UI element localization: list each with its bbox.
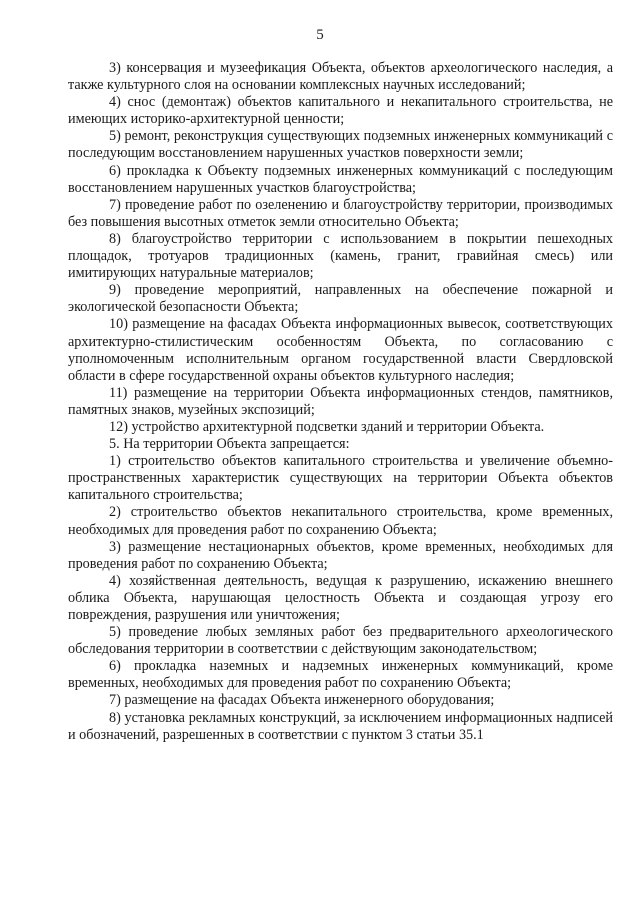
paragraph-4-demolition: 4) снос (демонтаж) объектов капитального и некапитального строительства, не имеющих историко-архитектурной ценности;	[68, 94, 613, 128]
prohibited-3-nonstationary-objects: 3) размещение нестационарных объектов, кроме временных, необходимых для проведения работ по сохранению Объекта;	[68, 538, 613, 572]
paragraph-9-safety: 9) проведение мероприятий, направленных на обеспечение пожарной и экологической безопасности Объекта;	[68, 282, 613, 316]
prohibited-1-construction: 1) строительство объектов капитального строительства и увеличение объемно-пространственных характеристик существующих на территории Объекта объектов капитального строительства;	[68, 453, 613, 504]
prohibited-2-temporary-construction: 2) строительство объектов некапитального строительства, кроме временных, необходимых для проведения работ по сохранению Объекта;	[68, 504, 613, 538]
paragraph-7-landscaping: 7) проведение работ по озеленению и благоустройству территории, производимых без повышения высотных отметок земли относительно Объекта;	[68, 196, 613, 230]
prohibited-4-economic-activity: 4) хозяйственная деятельность, ведущая к разрушению, искажению внешнего облика Объекта, нарушающая целостность Объекта и создающая угрозу его повреждения, разрушения или уничтожения;	[68, 572, 613, 623]
prohibited-6-overhead-utilities: 6) прокладка наземных и надземных инженерных коммуникаций, кроме временных, необходимых для проведения работ по сохранению Объекта;	[68, 658, 613, 692]
paragraph-10-signage: 10) размещение на фасадах Объекта информационных вывесок, соответствующих архитектурно-стилистическим особенностям Объекта, по согласованию с уполномоченным исполнительным органом государственной власти Свердловской области в сфере государственной охраны объектов культурного наследия;	[68, 316, 613, 384]
paragraph-8-paving: 8) благоустройство территории с использованием в покрытии пешеходных площадок, тротуаров традиционных (камень, гранит, гравийная смесь) или имитирующих натуральные материалов;	[68, 230, 613, 282]
document-body	[68, 60, 613, 744]
prohibited-8-advertising: 8) установка рекламных конструкций, за исключением информационных надписей и обозначений, разрешенных в соответствии с пунктом 3 статьи 35.1	[68, 709, 613, 743]
prohibited-5-earthworks: 5) проведение любых земляных работ без предварительного археологического обследования территории в соответствии с действующим законодательством;	[68, 624, 613, 658]
paragraph-6-underground-utilities: 6) прокладка к Объекту подземных инженерных коммуникаций с последующим восстановлением нарушенных участков благоустройства;	[68, 162, 613, 196]
paragraph-11-stands: 11) размещение на территории Объекта информационных стендов, памятников, памятных знаков, музейных экспозиций;	[68, 384, 613, 418]
page-number: 5	[316, 27, 324, 43]
section-5-heading: 5. На территории Объекта запрещается:	[109, 436, 350, 453]
paragraph-12-lighting: 12) устройство архитектурной подсветки зданий и территории Объекта.	[109, 418, 545, 435]
prohibited-7-facade-equipment: 7) размещение на фасадах Объекта инженерного оборудования;	[109, 692, 495, 709]
paragraph-3-conservation: 3) консервация и музеефикация Объекта, объектов археологического наследия, а также культурного слоя на основании комплексных научных исследований;	[68, 60, 613, 94]
paragraph-5-utility-repair: 5) ремонт, реконструкция существующих подземных инженерных коммуникаций с последующим восстановлением нарушенных участков поверхности земли;	[68, 128, 613, 162]
